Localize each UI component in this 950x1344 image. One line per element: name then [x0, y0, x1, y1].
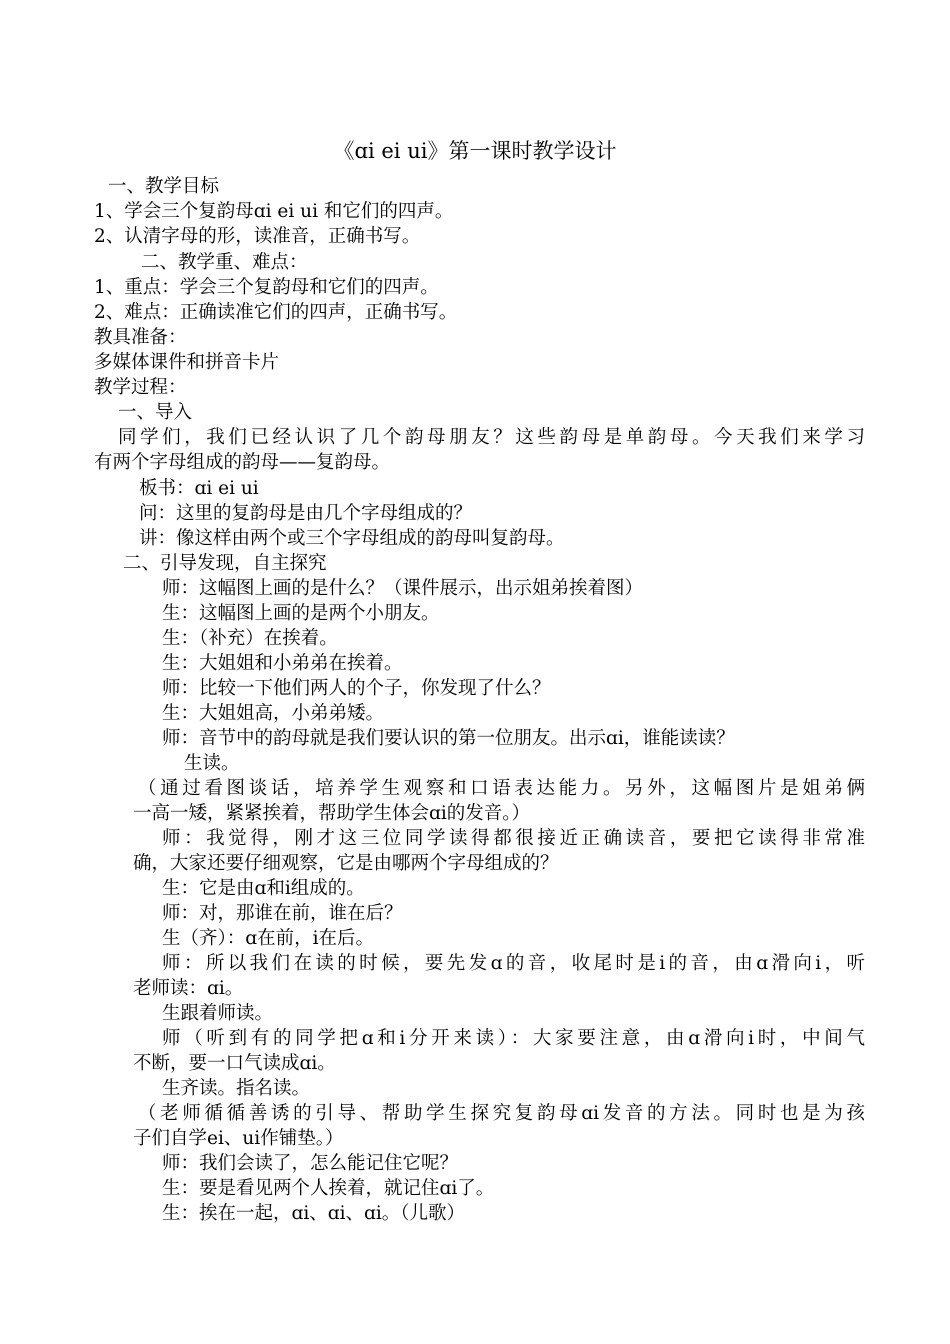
dialogue-line: 师：所以我们在读的时候，要先发ɑ的音，收尾时是i的音，由ɑ滑向i，听: [162, 953, 865, 974]
heading-process: 教学过程：: [94, 377, 187, 398]
note-line: （通过看图谈话，培养学生观察和口语表达能力。另外，这幅图片是姐弟俩: [138, 778, 865, 799]
dialogue-line: 生齐读。指名读。: [162, 1078, 311, 1099]
heading-materials: 教具准备：: [94, 327, 187, 348]
heading-key-points: 二、教学重、难点：: [141, 252, 308, 273]
objective-1: 1、学会三个复韵母ɑi ei ui 和它们的四声。: [94, 201, 454, 222]
paragraph-line: 有两个字母组成的韵母——复韵母。: [94, 452, 391, 473]
note-line: （老师循循善诱的引导、帮助学生探究复韵母ɑi发音的方法。同时也是为孩: [138, 1103, 865, 1124]
dialogue-line: 生：挨在一起，ɑi、ɑi、ɑi。（儿歌）: [162, 1203, 466, 1224]
heading-objectives: 一、教学目标: [108, 176, 220, 197]
key-point-1: 1、重点：学会三个复韵母和它们的四声。: [94, 277, 439, 298]
dialogue-line: 生：要是看见两个人挨着，就记住ɑi了。: [162, 1178, 495, 1199]
heading-intro: 一、导入: [118, 402, 193, 423]
note-line: 子们自学ei、ui作铺垫。）: [133, 1128, 344, 1149]
dialogue-line: 生：大姐姐高，小弟弟矮。: [162, 703, 385, 724]
dialogue-line: 生跟着师读。: [162, 1003, 274, 1024]
explain-line: 讲：像这样由两个或三个字母组成的韵母叫复韵母。: [139, 528, 565, 549]
dialogue-line: 生：大姐姐和小弟弟在挨着。: [162, 653, 403, 674]
dialogue-line: 师：我觉得，刚才这三位同学读得都很接近正确读音，要把它读得非常准: [162, 828, 865, 849]
dialogue-line: 不断，要一口气读成ɑi。: [133, 1053, 336, 1074]
objective-2: 2、认清字母的形，读准音，正确书写。: [94, 226, 421, 247]
dialogue-line: 老师读：ɑi。: [133, 978, 244, 999]
dialogue-line: 师：我们会读了，怎么能记住它呢？: [162, 1153, 459, 1174]
paragraph-line: 同学们，我们已经认识了几个韵母朋友？这些韵母是单韵母。今天我们来学习: [118, 427, 865, 448]
dialogue-line: 生读。: [184, 753, 240, 774]
dialogue-line: 生：（补充）在挨着。: [162, 628, 338, 649]
dialogue-line: 师：这幅图上画的是什么？（课件展示，出示姐弟挨着图）: [162, 578, 644, 599]
dialogue-line: 生：它是由ɑ和i组成的。: [162, 878, 365, 899]
dialogue-line: 师：对，那谁在前，谁在后？: [162, 903, 403, 924]
document-title: 《ɑi ei ui》第一课时教学设计: [333, 139, 617, 163]
note-line: 一高一矮，紧紧挨着，帮助学生体会ɑi的发音。）: [133, 803, 531, 824]
dialogue-line: 生：这幅图上画的是两个小朋友。: [162, 603, 440, 624]
materials-text: 多媒体课件和拼音卡片: [94, 352, 280, 373]
dialogue-line: 师：音节中的韵母就是我们要认识的第一位朋友。出示ɑi，谁能读读？: [162, 728, 735, 749]
dialogue-line: 师（听到有的同学把ɑ和i分开来读）：大家要注意，由ɑ滑向i时，中间气: [162, 1028, 865, 1049]
board-note: 板书：ɑi ei ui: [139, 478, 259, 499]
key-point-2: 2、难点：正确读准它们的四声，正确书写。: [94, 302, 458, 323]
question-line: 问：这里的复韵母是由几个字母组成的？: [139, 503, 473, 524]
dialogue-line: 师：比较一下他们两人的个子，你发现了什么？: [162, 678, 551, 699]
dialogue-line: 确，大家还要仔细观察，它是由哪两个字母组成的？: [133, 853, 559, 874]
dialogue-line: 生（齐）：ɑ在前，i在后。: [162, 928, 375, 949]
heading-explore: 二、引导发现，自主探究: [123, 553, 327, 574]
